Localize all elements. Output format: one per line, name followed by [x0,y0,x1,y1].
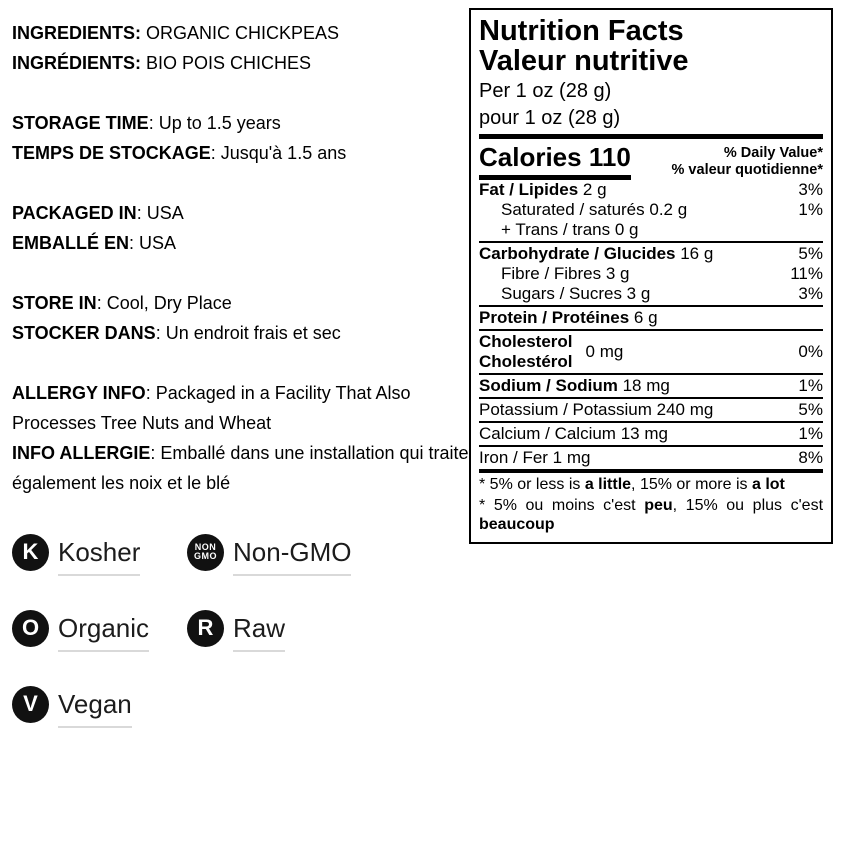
footnote-text: * 5% or less is [479,476,585,493]
section-ingredients [12,18,472,78]
info-label: STORAGE TIME [12,113,149,133]
row-calcium [479,424,823,444]
info-line [12,108,472,138]
nutrient-amount: Calcium / Calcium 13 mg [479,424,668,443]
divider [479,445,823,447]
info-label: ALLERGY INFO [12,383,146,403]
badge-raw-label: Raw [233,614,285,652]
divider [479,329,823,331]
nutrient-dv: 3% [798,284,823,303]
vegan-icon-letter: V [23,691,38,716]
nutrient-name: Sodium / Sodium [479,376,618,395]
calories-row [479,142,823,180]
info-value: : Jusqu'à 1.5 ans [210,143,347,163]
section-store-in [12,288,472,348]
info-line [12,318,472,348]
non-gmo-icon-line2: GMO [194,551,217,561]
info-value: : USA [136,203,184,223]
info-line [12,228,472,258]
nutrient-amount: Sugars / Sucres 3 g [501,284,651,303]
row-cholesterol [479,332,823,372]
kosher-icon-letter: K [22,539,39,564]
nutrient-amount: Iron / Fer 1 mg [479,448,591,467]
badge-kosher-label: Kosher [58,538,140,576]
row-fat [479,180,823,200]
row-sugars [479,284,823,304]
daily-value-header-en: % Daily Value* [723,145,823,161]
nutrient-dv: 3% [798,180,823,199]
info-value: ORGANIC CHICKPEAS [141,23,340,43]
nutrient-dv: 1% [798,376,823,395]
row-potassium [479,400,823,420]
cholesterol-fr: Cholestérol [479,352,573,371]
daily-value-header-fr: % valeur quotidienne* [671,162,823,178]
nutrient-amount: 6 g [629,308,658,327]
info-label: EMBALLÉ EN [12,233,129,253]
info-line [12,198,472,228]
nutrient-dv: 5% [798,400,823,419]
divider-thick [479,134,823,139]
info-label: PACKAGED IN [12,203,137,223]
badge-non-gmo-label: Non-GMO [233,538,351,576]
footnote-text: , 15% ou plus c'est [672,497,824,514]
nutrient-dv: 1% [798,200,823,219]
section-allergy-info [12,378,472,498]
info-label: INGREDIENTS: [12,23,142,43]
info-line [12,288,472,318]
nutrition-facts-panel [469,8,833,544]
nutrient-amount: + Trans / trans 0 g [501,220,639,239]
non-gmo-icon [187,534,224,571]
info-value: : Up to 1.5 years [148,113,281,133]
info-value: : Un endroit frais et sec [155,323,341,343]
row-sodium [479,376,823,396]
info-value: : Emballé dans une installation qui traite également les noix et le blé [12,443,469,493]
info-label: STOCKER DANS [12,323,156,343]
footnote-bold: beaucoup [479,516,555,533]
footnote-en [479,475,823,494]
nutrient-amount: 18 mg [617,376,670,395]
daily-value-header [672,142,823,179]
footnote-bold: a little [584,476,632,493]
info-line [12,138,472,168]
info-label: TEMPS DE STOCKAGE [12,143,211,163]
label-info-column [12,18,472,728]
badge-raw [187,604,472,652]
nutrient-dv: 8% [798,448,823,467]
cholesterol-amount: 0 mg [585,342,624,361]
info-line [12,378,472,438]
cholesterol-dv: 0% [798,342,823,361]
badge-vegan [12,680,187,728]
section-storage-time [12,108,472,168]
nutrient-dv: 5% [798,244,823,263]
nutrient-amount: 16 g [675,244,714,263]
info-value: BIO POIS CHICHES [141,53,312,73]
row-fibre [479,264,823,284]
divider [479,305,823,307]
info-line [12,48,472,78]
info-line [12,18,472,48]
nutrient-amount: Potassium / Potassium 240 mg [479,400,714,419]
footnote-bold: peu [644,497,673,514]
certification-badges [12,528,472,728]
nutrition-title-fr: Valeur nutritive [479,45,689,77]
row-saturated [479,200,823,220]
cholesterol-en: Cholesterol [479,332,573,351]
info-label: STORE IN [12,293,97,313]
kosher-icon [12,534,49,571]
row-iron [479,448,823,468]
calories-value: Calories 110 [479,142,631,180]
vegan-icon [12,686,49,723]
row-protein [479,308,823,328]
info-label: INGRÉDIENTS: [12,53,142,73]
nutrient-dv: 1% [798,424,823,443]
nutrient-amount: 2 g [578,180,607,199]
nutrient-amount: Fibre / Fibres 3 g [501,264,630,283]
badge-organic-label: Organic [58,614,149,652]
divider-thick [479,469,823,473]
badge-vegan-label: Vegan [58,690,132,728]
raw-icon [187,610,224,647]
badge-non-gmo [187,528,472,576]
nutrient-name: Carbohydrate / Glucides [479,244,676,263]
row-carbohydrate [479,244,823,264]
info-label: INFO ALLERGIE [12,443,151,463]
info-line [12,438,472,498]
divider [479,421,823,423]
raw-icon-letter: R [197,615,214,640]
badge-organic [12,604,187,652]
info-value: : USA [129,233,177,253]
nutrient-name: Fat / Lipides [479,180,579,199]
section-packaged-in [12,198,472,258]
nutrient-name: Protein / Protéines [479,308,630,327]
serving-size-en: Per 1 oz (28 g) [479,80,612,102]
non-gmo-icon-line1: NON [194,542,217,552]
info-value: : Packaged in a Facility That Also Processes Tree Nuts and Wheat [12,383,411,433]
divider [479,373,823,375]
footnote-text: , 15% or more is [631,476,752,493]
footnote-bold: a lot [751,476,785,493]
badge-kosher [12,528,187,576]
organic-icon [12,610,49,647]
nutrient-amount: Saturated / saturés 0.2 g [501,200,688,219]
nutrient-dv: 11% [790,264,823,283]
footnote-text: * 5% ou moins c'est [479,497,645,514]
serving-size-fr: pour 1 oz (28 g) [479,107,621,129]
nutrition-title-en: Nutrition Facts [479,15,684,47]
organic-icon-letter: O [21,615,40,640]
row-trans [479,220,823,240]
footnote-fr [479,496,823,534]
divider [479,241,823,243]
divider [479,397,823,399]
info-value: : Cool, Dry Place [96,293,232,313]
